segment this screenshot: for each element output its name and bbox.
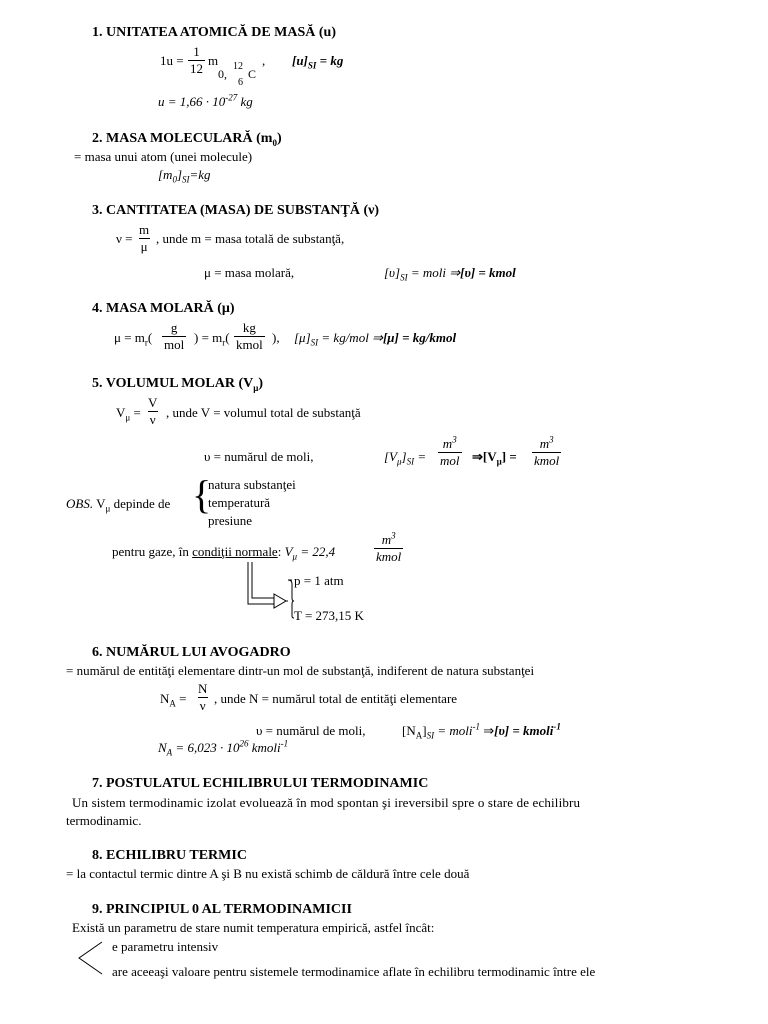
section-7-title: 7. POSTULATUL ECHILIBRULUI TERMODINAMIC [92,776,429,791]
amu-si-unit: $[u]_{SI}$ = kg [292,53,344,71]
molar-mass-fraction-kg-kmol [234,321,265,351]
avogadro-value: $N_A = 6,023 \cdot 10^{26}$ kmoli$^{-1}$ [158,738,289,758]
amu-comma: , [262,53,266,68]
obs-molar-volume: OBS. $V_\mu$ depinde de [66,496,171,514]
fraction-den: kmol [534,452,560,468]
section-2-title: 2. MASA MOLECULARĂ $(m_0)$ [92,131,282,148]
normal-pressure: p = 1 atm [294,573,344,588]
molar-volume-unde-text: , unde V = volumul total de substanţă [166,405,361,420]
molar-mass-si-unit: $[\mu]_{SI} = kg/mol$ ⇒[μ] = kg/kmol [294,330,457,348]
molar-volume-si-unit: $[V_\mu]_{SI}$ = [384,449,427,467]
molar-volume-kmol-unit: $\Rightarrow[V_\mu]$ = [472,449,517,467]
molecular-mass-definition: = masa unui atom (unei molecule) [74,149,253,164]
amu-value: $u = 1,66 \cdot 10^{-27}$ kg [158,92,253,109]
section-6-title: 6. NUMĂRUL LUI AVOGADRO [92,645,291,660]
quantity-si-unit: $[\upsilon]_{SI}$ = moli ⇒[υ] = kmol [384,265,516,283]
fraction-den: kmol [376,548,402,564]
quantity-fraction-num: m [139,222,150,237]
avogadro-unde-text: , unde N = numărul total de entităţi elementare [214,691,458,706]
fraction-den: mol [164,336,185,352]
amu-fraction-den: 12 [190,60,203,76]
carbon-atomic-number: 6 [238,77,243,88]
dependency-pressure: presiune [208,513,253,528]
less-than-bracket-icon [76,940,106,976]
postulate-text-line-2: termodinamic. [66,813,142,828]
quantity-fraction-den: μ [140,238,148,254]
fraction-den: mol [440,452,460,468]
section-3-title: 3. CANTITATEA (MASA) DE SUBSTANŢĂ (ν) [92,203,380,218]
amu-fraction [188,45,205,75]
molecular-mass-si-unit: $[m_0]_{SI}=kg$ [158,167,211,185]
fraction-num: V [148,395,158,410]
zeroth-law-bullet-1: e parametru intensiv [112,939,219,954]
molar-mass-note: μ = masa molară, [204,265,295,280]
fraction-den: ν [199,697,206,713]
normal-conditions-text: pentru gaze, în condiţii normale: $V_\mu = 22,4$ [112,544,336,562]
fraction-num: kg [242,320,256,335]
avogadro-si-unit: $[N_A]_{SI}$ = moli$^{-1}$ ⇒[υ] = kmoli$^{-1}$ [402,721,561,741]
quantity-equation-lhs: ν = [116,231,133,246]
section-1-title: 1. UNITATEA ATOMICĂ DE MASĂ (u) [92,25,336,40]
fraction-m3-kmol-normal [374,530,403,564]
molar-mass-end: ), [272,330,280,345]
molar-volume-lhs: $V_\mu$ = [116,405,141,423]
fraction-num: $m^3$ [381,530,396,547]
molar-mass-fraction-g-mol [162,321,186,351]
zeroth-law-definition: Există un parametru de stare numit temperatura empirică, astfel încât: [72,920,435,935]
fraction-num: g [170,320,178,335]
fraction-num: N [198,681,208,696]
avogadro-moles-note: υ = numărul de moli, [256,723,366,738]
normal-temperature: T = 273,15 K [294,608,364,623]
molar-mass-lhs: $\mu = m_r$( [114,330,153,348]
thermal-equilibrium-definition: = la contactul termic dintre A şi B nu există schimb de căldură între cele două [66,866,470,881]
dependency-temperature: temperatură [208,495,271,510]
dependency-nature: natura substanţei [208,477,296,492]
moles-note: υ = numărul de moli, [204,449,314,464]
amu-equation-lhs: 1u = [160,53,184,68]
avogadro-lhs: $N_A$ = [160,691,187,709]
postulate-text-line-1: Un sistem termodinamic izolat evoluează în mod spontan şi ireversibil spre o stare de echilibru [72,795,581,810]
molar-mass-middle: ) = $m_r$( [194,330,230,348]
amu-mass-symbol: m [208,53,219,68]
quantity-unde-text: , unde m = masa totală de substanţă, [156,231,345,246]
fraction-den: ν [149,411,156,427]
left-brace-icon: { [192,472,212,517]
fraction-num: $m^3$ [539,434,554,451]
fraction-den: kmol [236,336,263,352]
amu-fraction-num: 1 [193,44,200,59]
section-5-title: 5. VOLUMUL MOLAR $(V_\mu)$ [92,376,264,393]
section-4-title: 4. MASA MOLARĂ (μ) [92,301,235,316]
avogadro-fraction [196,682,209,712]
fraction-num: $m^3$ [442,434,457,451]
fraction-m3-mol [438,434,462,468]
section-9-title: 9. PRINCIPIUL 0 AL TERMODINAMICII [92,902,352,917]
section-8-title: 8. ECHILIBRU TERMIC [92,848,247,863]
avogadro-definition: = numărul de entităţi elementare dintr-un mol de substanţă, indiferent de natura substanţei [66,663,535,678]
molar-volume-fraction [146,396,159,426]
quantity-fraction [137,223,151,253]
fraction-m3-kmol [532,434,561,468]
carbon-symbol: C [248,67,257,81]
carbon-mass-number: 12 [233,61,243,72]
amu-mass-subscript: 0, [218,67,227,81]
zeroth-law-bullet-2: are aceeaşi valoare pentru sistemele termodinamice aflate în echilibru termodinamic între ele [112,964,596,979]
